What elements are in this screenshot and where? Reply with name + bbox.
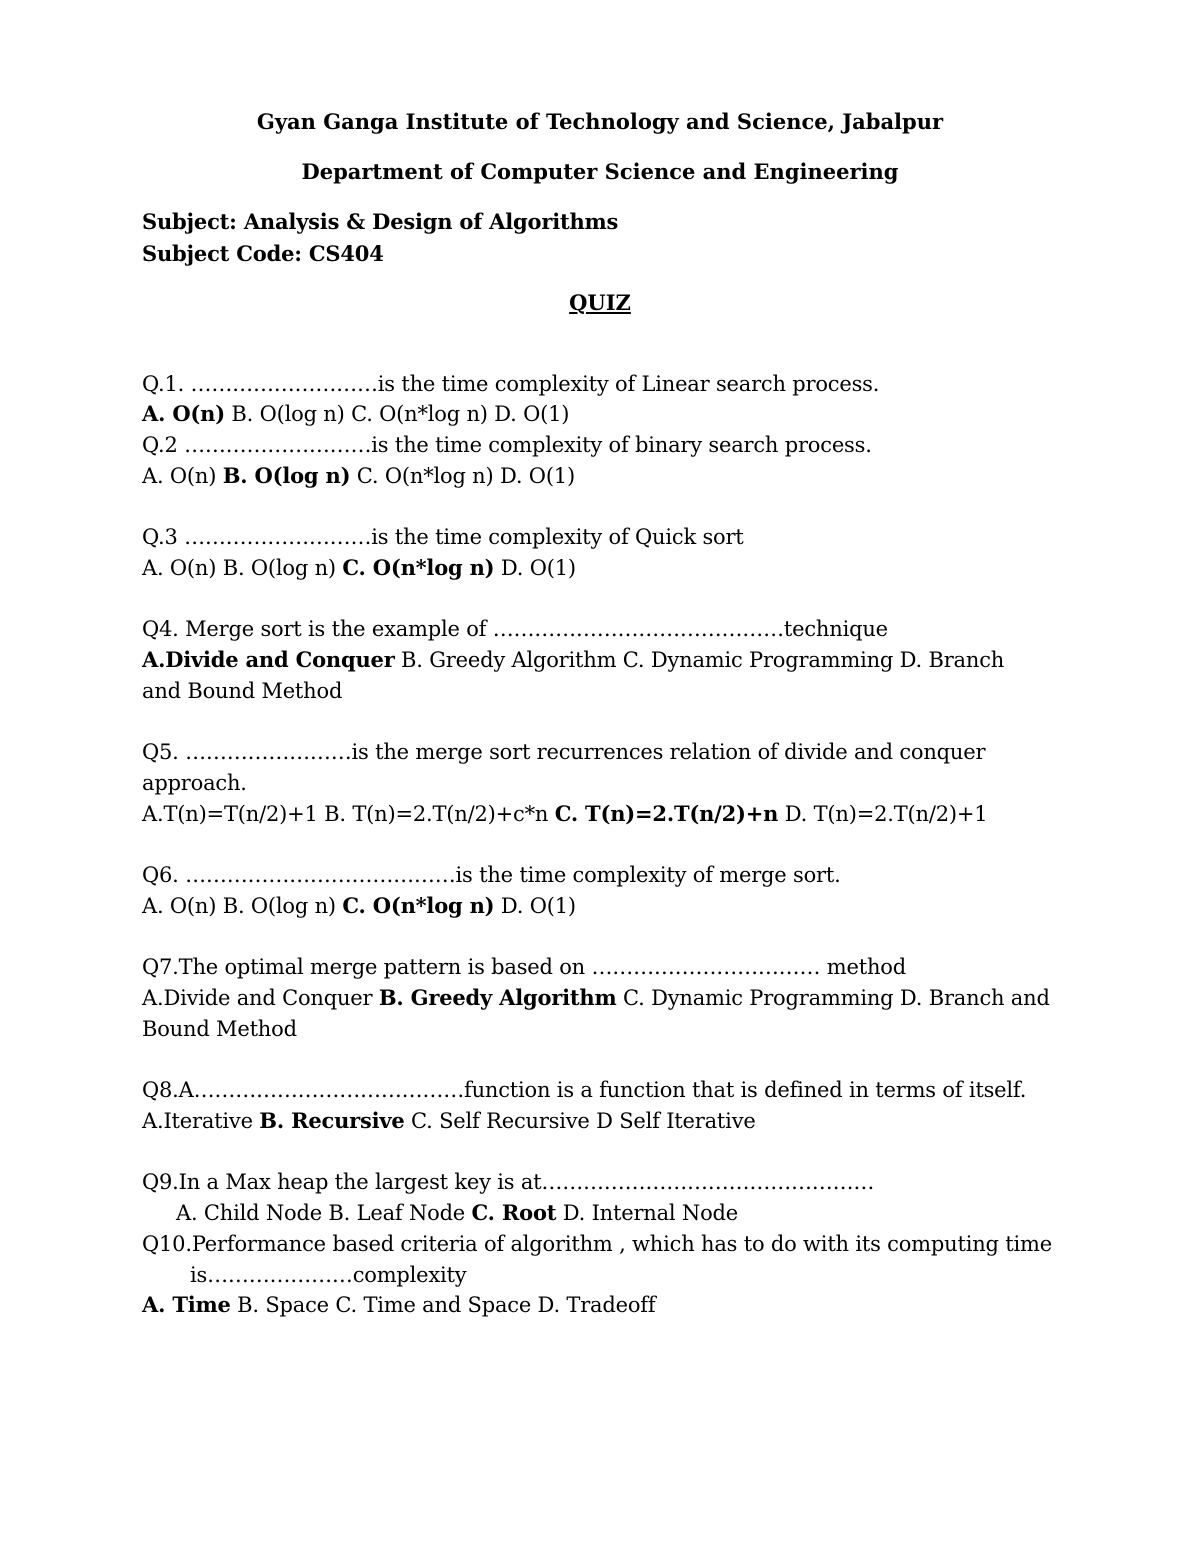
quiz-line bbox=[142, 430, 872, 460]
question-text: D. T(n)=2.T(n/2)+1 bbox=[778, 802, 988, 826]
quiz-line bbox=[142, 369, 879, 399]
question-text: B. Space C. Time and Space D. Tradeoff bbox=[230, 1293, 656, 1317]
answer-text: B. Greedy Algorithm bbox=[378, 985, 617, 1010]
answer-text: A.Divide and Conquer bbox=[142, 647, 395, 672]
question-text: B. O(log n) C. O(n*log n) D. O(1) bbox=[224, 402, 570, 426]
question-text: approach. bbox=[142, 771, 247, 795]
quiz-line bbox=[142, 1229, 1052, 1259]
question-text: and Bound Method bbox=[142, 679, 343, 703]
question-text: Q6. …………………………………is the time complexity of merge sort. bbox=[142, 863, 841, 887]
question-text: is…………………complexity bbox=[190, 1263, 467, 1287]
question-text: A.Iterative bbox=[142, 1109, 260, 1133]
question-text: Q7.The optimal merge pattern is based on …………………………… method bbox=[142, 955, 906, 979]
question-text: Q9.In a Max heap the largest key is at………………………………………… bbox=[142, 1170, 875, 1194]
question-text: Q10.Performance based criteria of algorithm , which has to do with its computing time bbox=[142, 1232, 1052, 1256]
question-text: C. O(n*log n) D. O(1) bbox=[350, 464, 575, 488]
question-text: C. Dynamic Programming D. Branch and bbox=[616, 986, 1050, 1010]
quiz-line bbox=[190, 1260, 466, 1290]
institute-name: Gyan Ganga Institute of Technology and Science, Jabalpur bbox=[256, 109, 944, 134]
quiz-line bbox=[142, 614, 888, 644]
quiz-line bbox=[142, 737, 985, 767]
answer-text: A. O(n) bbox=[142, 401, 225, 426]
question-text: Q4. Merge sort is the example of ……………………………………technique bbox=[142, 617, 888, 641]
quiz-line bbox=[142, 522, 744, 552]
answer-text: C. Root bbox=[471, 1200, 557, 1225]
quiz-line bbox=[176, 1198, 738, 1228]
answer-text: B. Recursive bbox=[259, 1108, 405, 1133]
question-text: A. O(n) B. O(log n) bbox=[142, 556, 343, 580]
answer-text: C. O(n*log n) bbox=[342, 555, 495, 580]
question-text: Q.2 ………………………is the time complexity of binary search process. bbox=[142, 433, 872, 457]
question-text: D. O(1) bbox=[494, 556, 576, 580]
quiz-line bbox=[142, 891, 576, 921]
subject-code: Subject Code: CS404 bbox=[142, 241, 384, 266]
question-text: B. Greedy Algorithm C. Dynamic Programming D. Branch bbox=[394, 648, 1005, 672]
question-text: C. Self Recursive D Self Iterative bbox=[404, 1109, 756, 1133]
question-text: Q.1. ………………………is the time complexity of Linear search process. bbox=[142, 372, 880, 396]
question-text: D. Internal Node bbox=[556, 1201, 739, 1225]
quiz-title: QUIZ bbox=[569, 290, 631, 315]
question-text: A. O(n) B. O(log n) bbox=[142, 894, 343, 918]
quiz-line bbox=[142, 676, 342, 706]
question-text: A. Child Node B. Leaf Node bbox=[176, 1201, 472, 1225]
quiz-line bbox=[142, 860, 841, 890]
question-text: Q5. ……………………is the merge sort recurrences relation of divide and conquer bbox=[142, 740, 986, 764]
subject-name: Subject: Analysis & Design of Algorithms bbox=[142, 209, 619, 234]
quiz-line bbox=[142, 461, 575, 491]
quiz-line bbox=[142, 1290, 655, 1320]
quiz-line bbox=[142, 1075, 1026, 1105]
quiz-line bbox=[142, 1167, 874, 1197]
quiz-line bbox=[142, 983, 1050, 1013]
quiz-line bbox=[142, 952, 906, 982]
answer-text: C. T(n)=2.T(n/2)+n bbox=[554, 801, 779, 826]
question-text: A.Divide and Conquer bbox=[142, 986, 379, 1010]
answer-text: A. Time bbox=[142, 1292, 231, 1317]
department-name: Department of Computer Science and Engineering bbox=[301, 159, 899, 184]
quiz-line bbox=[142, 768, 247, 798]
question-text: A.T(n)=T(n/2)+1 B. T(n)=2.T(n/2)+c*n bbox=[142, 802, 555, 826]
quiz-line bbox=[142, 399, 569, 429]
question-text: Q.3 ………………………is the time complexity of Quick sort bbox=[142, 525, 744, 549]
quiz-line bbox=[142, 1106, 756, 1136]
answer-text: B. O(log n) bbox=[222, 463, 351, 488]
answer-text: C. O(n*log n) bbox=[342, 893, 495, 918]
quiz-line bbox=[142, 645, 1004, 675]
question-text: A. O(n) bbox=[142, 464, 223, 488]
question-text: Bound Method bbox=[142, 1017, 297, 1041]
quiz-line bbox=[142, 553, 576, 583]
quiz-line bbox=[142, 1014, 297, 1044]
quiz-line bbox=[142, 799, 987, 829]
question-text: D. O(1) bbox=[494, 894, 576, 918]
question-text: Q8.A…………………………………function is a function that is defined in terms of itself. bbox=[142, 1078, 1027, 1102]
